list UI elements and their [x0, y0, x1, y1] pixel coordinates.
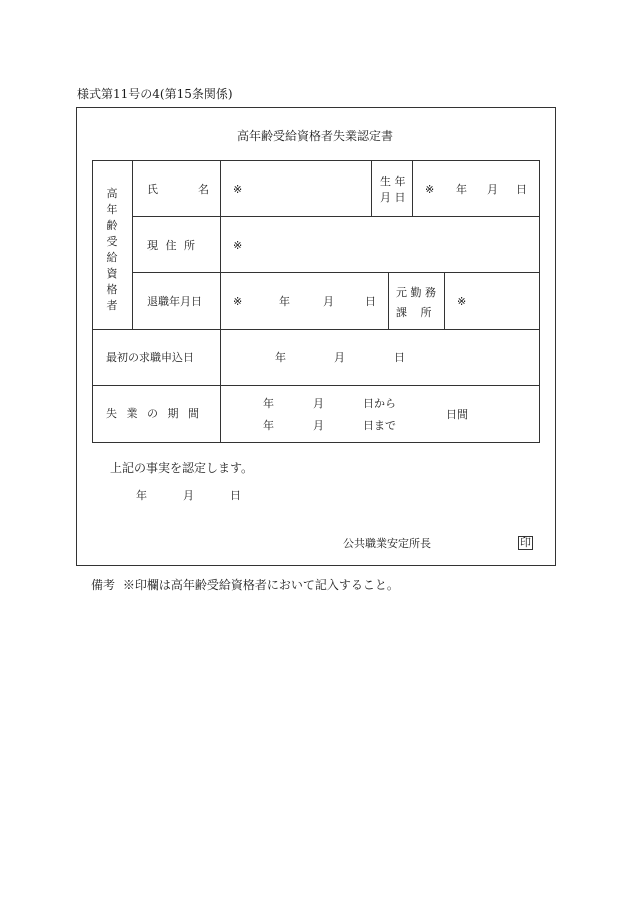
qualified-label-char: 齢	[106, 219, 118, 232]
birth-year: 年	[456, 183, 467, 196]
qualified-label-char: 資	[106, 267, 118, 280]
office-head: 公共職業安定所長	[343, 537, 431, 550]
qualified-label-char: 高	[106, 187, 118, 200]
retire-date-field[interactable]: ※	[233, 295, 243, 308]
note: 備考 ※印欄は高年齢受給資格者において記入すること。	[91, 578, 399, 592]
name-label: 氏	[147, 183, 158, 196]
first-apply-day: 日	[394, 351, 405, 364]
retire-month: 月	[323, 295, 334, 308]
to-day: 日まで	[363, 419, 396, 432]
certify-month: 月	[183, 489, 194, 502]
name-field[interactable]: ※	[233, 183, 243, 196]
to-year: 年	[263, 419, 274, 432]
from-month: 月	[313, 397, 324, 410]
document-title: 高年齢受給資格者失業認定書	[236, 129, 393, 143]
qualified-label-char: 受	[106, 235, 118, 248]
qualified-label-char: 給	[106, 251, 118, 264]
first-apply-label: 最初の求職申込日	[106, 351, 194, 364]
qualified-label-char: 者	[106, 299, 118, 312]
certify-day: 日	[230, 489, 241, 502]
birth-label: 生 年	[380, 175, 406, 188]
qualified-label-char: 年	[106, 203, 118, 216]
days-label: 日間	[446, 408, 468, 421]
qualified-label-char: 格	[106, 283, 118, 296]
certify-year: 年	[136, 489, 147, 502]
to-month: 月	[313, 419, 324, 432]
birth-month: 月	[487, 183, 498, 196]
retire-day: 日	[365, 295, 376, 308]
form-number: 様式第11号の4(第15条関係)	[77, 87, 233, 101]
birth-day: 日	[516, 183, 527, 196]
workplace-label-2: 課 所	[396, 306, 432, 319]
address-label: 現 住 所	[147, 239, 195, 252]
birth-label-2: 月 日	[380, 191, 406, 204]
first-apply-year: 年	[275, 351, 286, 364]
address-field[interactable]: ※	[233, 239, 243, 252]
unemployment-label: 失 業 の 期 間	[106, 407, 199, 420]
workplace-label: 元 勤 務	[396, 286, 436, 299]
first-apply-month: 月	[334, 351, 345, 364]
seal-box[interactable]: 印	[520, 536, 531, 549]
certify-text: 上記の事実を認定します。	[110, 461, 254, 475]
workplace-field[interactable]: ※	[457, 295, 467, 308]
from-year: 年	[263, 397, 274, 410]
retire-year: 年	[279, 295, 290, 308]
name-label-2: 名	[198, 183, 209, 196]
certificate-frame	[76, 107, 556, 566]
birth-field[interactable]: ※	[425, 183, 435, 196]
from-day: 日から	[363, 397, 396, 410]
retire-date-label: 退職年月日	[147, 295, 202, 308]
